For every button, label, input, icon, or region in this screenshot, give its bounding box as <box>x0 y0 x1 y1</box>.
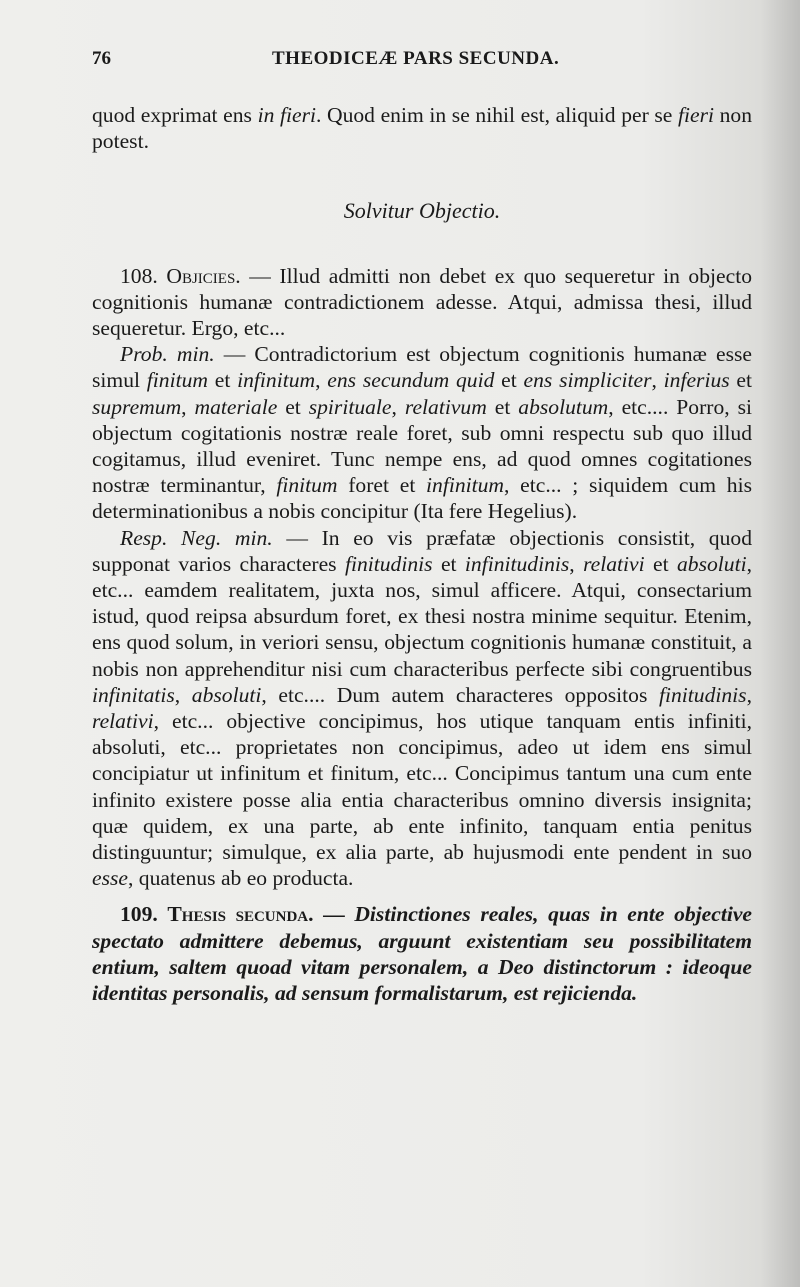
paragraph-109-thesis: 109. Thesis secunda. — Distinctiones reales, quas in ente objective spectato admittere debemus, arguunt existentiam seu possibilitatem entium, saltem quoad vitam personalem, a Deo distinctorum : ideoque identitas personalis, ad sensum formalistarum, est rejicienda. <box>92 902 753 1006</box>
paragraph-resp: Resp. Neg. min. — In eo vis præfatæ objectionis consistit, quod supponat varios characteres finitudinis et infinitudinis, relativi et absoluti, etc... eamdem realitatem, juxta nos, simul afficere. Atqui, consectarium istud, quod reipsa absurdum foret, ex thesi nostra minime sequitur. Etenim, ens quod solum, in veriori sensu, objectum cognitionis humanæ constituit, a nobis non apprehenditur nisi cum characteribus perfecte sibi congruentibus infinitatis, absoluti, etc.... Dum autem characteres oppositos finitudinis, relativi, etc... objective concipimus, hos utique tanquam entis infiniti, absoluti, etc... proprietates non concipimus, adeo ut idem ens simul concipiatur ut infinitum et finitum, etc... Concipimus tantum una cum ente infinito existere posse alia entia characteribus omnino diversis insignita; quæ quidem, ex una parte, ab ente infinito, tanquam entia penitus distinguuntur; simulque, ex alia parte, ab hujusmodi ente pendent in suo esse, quatenus ab eo producta. <box>92 525 752 891</box>
paragraph-prob: Prob. min. — Contradictorium est objectum cognitionis humanæ esse simul finitum et infinitum, ens secundum quid et ens simpliciter, inferius et supremum, materiale et spirituale, relativum et absolutum, etc.... Porro, si objectum cogitationis nostræ reale foret, sub omni respectu sub quo illud cogitamus, illud eveniret. Tunc nempe ens, ad quod omnes cogitationes nostræ terminantur, finitum foret et infinitum, etc... ; siquidem cum his determinationibus a nobis concipitur (Ita fere Hegelius). <box>92 342 753 524</box>
objicies-label: Objicies. <box>166 263 241 288</box>
thesis-label: Thesis secunda. <box>167 902 314 927</box>
running-head: THEODICEÆ PARS SECUNDA. <box>272 48 560 69</box>
section-heading: Solvitur Objectio. <box>343 198 501 224</box>
page-number: 76 <box>92 48 111 69</box>
page-body <box>92 102 752 1006</box>
paragraph-continuation: quod exprimat ens in fieri. Quod enim in se nihil est, aliquid per se fieri non potest. <box>92 103 753 154</box>
page-header <box>92 48 754 74</box>
paragraph-108: 108. Objicies. — Illud admitti non debet ex quo sequeretur in objecto cognitionis humanæ contradictionem adesse. Atqui, admissa thesi, illud sequeretur. Ergo, etc... <box>92 263 752 341</box>
